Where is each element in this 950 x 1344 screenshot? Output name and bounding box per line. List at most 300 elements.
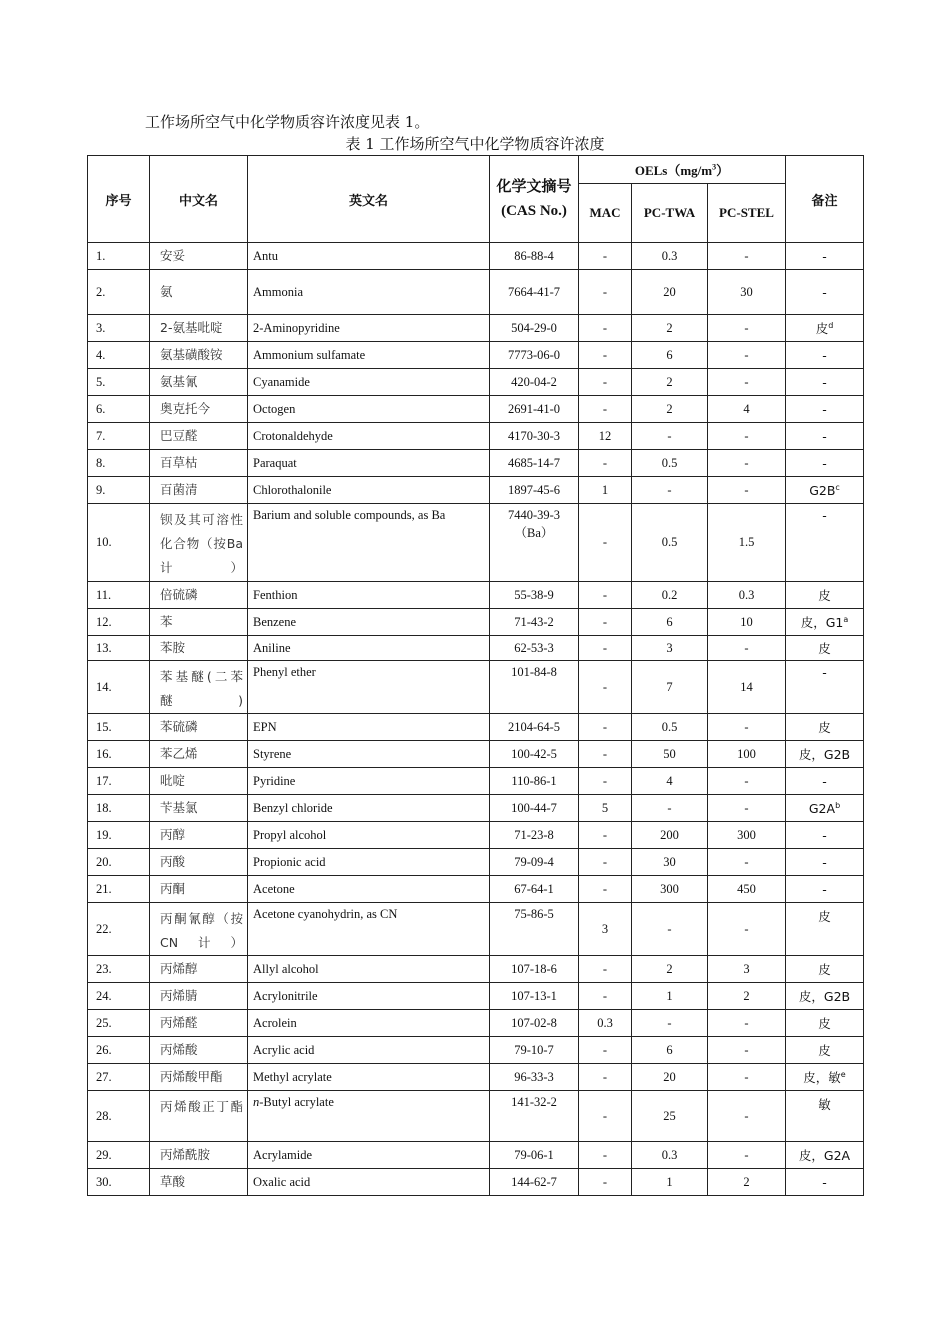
intro-paragraph: 工作场所空气中化学物质容许浓度见表 1。: [145, 113, 430, 131]
row-cas-text: 101-84-8: [511, 665, 557, 679]
row-mac-text: -: [602, 679, 608, 694]
row-stel: [708, 504, 786, 582]
row-en-name: [248, 636, 490, 661]
row-twa-text: -: [667, 921, 672, 936]
row-stel-text: -: [744, 854, 749, 869]
row-cn-name-text: 钡及其可溶性化合物（按Ba计）: [160, 512, 243, 575]
row-twa: [632, 1010, 708, 1037]
table-row: [88, 1091, 864, 1142]
row-cas: [490, 822, 579, 849]
row-twa-text: 7: [666, 679, 673, 694]
header-stel: PC-STEL: [708, 184, 786, 243]
row-twa: [632, 795, 708, 822]
row-twa: [632, 661, 708, 714]
row-seq-text: 29.: [96, 1147, 112, 1162]
row-en-name: [248, 396, 490, 423]
row-en-name-text: EPN: [253, 719, 277, 734]
row-en-name-text: -Butyl acrylate: [259, 1095, 334, 1109]
row-cn-name-text: 奥克托今: [160, 401, 211, 416]
row-cn-name: [150, 768, 248, 795]
row-cn-name: [150, 450, 248, 477]
row-cas-text: 79-06-1: [514, 1147, 554, 1162]
row-stel: [708, 582, 786, 609]
oel-table: [87, 155, 864, 1196]
row-note-text: 皮，G2A: [798, 1148, 851, 1163]
table-body: [88, 243, 864, 1196]
row-cas-text: 79-10-7: [514, 1042, 554, 1057]
row-seq-text: 12.: [96, 614, 112, 629]
table-row: [88, 849, 864, 876]
row-en-name-text: Paraquat: [253, 455, 297, 470]
row-note-text: -: [822, 284, 827, 300]
row-cn-name-text: 吡啶: [160, 773, 186, 788]
row-twa-text: 30: [663, 854, 676, 869]
row-note: [786, 609, 864, 636]
row-mac: [579, 822, 632, 849]
row-seq-text: 21.: [96, 881, 112, 896]
row-cas: [490, 315, 579, 342]
row-cas-text: 67-64-1: [514, 881, 554, 896]
row-cas: [490, 876, 579, 903]
row-seq-text: 9.: [96, 482, 106, 497]
row-cn-name-text: 百菌清: [160, 482, 198, 497]
row-stel-text: -: [744, 640, 749, 655]
row-note-text: -: [822, 508, 827, 523]
row-stel: [708, 369, 786, 396]
row-stel: [708, 983, 786, 1010]
table-row: [88, 768, 864, 795]
row-mac: [579, 609, 632, 636]
row-cas-text: 4685-14-7: [507, 455, 561, 470]
row-twa-text: -: [667, 482, 672, 497]
row-stel: [708, 477, 786, 504]
row-stel: [708, 315, 786, 342]
row-seq-text: 27.: [96, 1069, 112, 1084]
row-seq: [88, 315, 150, 342]
row-note-text: 敏: [818, 1097, 831, 1112]
row-en-name-text: Acrylamide: [253, 1147, 313, 1162]
row-cas-text: 100-44-7: [511, 800, 557, 815]
header-notes: 备注: [786, 156, 864, 243]
row-cn-name-text: 丙烯酸正丁酯: [160, 1099, 243, 1114]
row-en-name-text: 2-Aminopyridine: [253, 320, 340, 335]
row-note-text: 皮: [818, 962, 831, 977]
row-cas: [490, 1064, 579, 1091]
row-note: [786, 876, 864, 903]
row-cn-name-text: 苄基氯: [160, 800, 198, 815]
row-en-name: [248, 661, 490, 714]
row-seq-text: 16.: [96, 746, 112, 761]
row-mac-text: 5: [601, 800, 609, 815]
row-mac: [579, 1169, 632, 1196]
row-seq-text: 22.: [96, 921, 112, 936]
row-stel: [708, 1010, 786, 1037]
row-mac-text: -: [602, 1147, 608, 1162]
row-mac-text: -: [602, 455, 608, 470]
row-seq-text: 28.: [96, 1108, 112, 1123]
row-mac-text: -: [602, 827, 608, 842]
note-footnote-mark: b: [835, 800, 841, 810]
row-cas: [490, 849, 579, 876]
row-cn-name: [150, 477, 248, 504]
row-note: [786, 450, 864, 477]
row-cn-name-text: 苯: [160, 614, 173, 629]
row-cas: [490, 582, 579, 609]
row-en-name-text: Ammonium sulfamate: [253, 347, 366, 362]
row-seq: [88, 849, 150, 876]
table-row: [88, 956, 864, 983]
row-cas: [490, 270, 579, 315]
row-seq: [88, 342, 150, 369]
row-stel-text: -: [744, 719, 749, 734]
row-note-text: -: [822, 401, 827, 417]
row-seq-text: 15.: [96, 719, 112, 734]
row-stel: [708, 1037, 786, 1064]
row-twa-text: 6: [666, 347, 673, 362]
row-mac-text: -: [602, 640, 608, 655]
row-cn-name: [150, 956, 248, 983]
row-cas-text: 79-09-4: [514, 854, 554, 869]
row-stel-text: -: [744, 1147, 749, 1162]
row-twa-text: 2: [666, 401, 673, 416]
row-mac: [579, 504, 632, 582]
row-stel-text: -: [744, 1108, 749, 1123]
row-twa-text: 0.2: [661, 587, 678, 602]
row-note-text: -: [822, 455, 827, 471]
row-seq: [88, 956, 150, 983]
row-en-name: [248, 1010, 490, 1037]
row-mac-text: -: [602, 320, 608, 335]
row-en-name-text: Methyl acrylate: [253, 1069, 332, 1084]
table-row: [88, 243, 864, 270]
row-seq-text: 7.: [96, 428, 106, 443]
row-note-text: 皮: [818, 720, 831, 735]
row-en-name-text: Cyanamide: [253, 374, 310, 389]
row-cas-text: 420-04-2: [511, 374, 557, 389]
row-cas-text: 107-13-1: [511, 988, 557, 1003]
row-cas-text: 2104-64-5: [507, 719, 561, 734]
row-cn-name: [150, 342, 248, 369]
row-stel: [708, 956, 786, 983]
table-row: [88, 795, 864, 822]
row-twa: [632, 243, 708, 270]
row-cas: [490, 903, 579, 956]
row-twa-text: 6: [666, 1042, 673, 1057]
note-footnote-mark: d: [828, 320, 834, 330]
row-mac-text: -: [602, 988, 608, 1003]
row-stel-text: -: [744, 773, 749, 788]
row-cn-name: [150, 661, 248, 714]
row-cn-name: [150, 822, 248, 849]
row-twa: [632, 315, 708, 342]
table-row: [88, 423, 864, 450]
header-cas: 化学文摘号(CAS No.): [490, 156, 579, 243]
row-cas-text: 7664-41-7: [507, 284, 561, 299]
row-note: [786, 477, 864, 504]
row-mac-text: -: [602, 746, 608, 761]
row-cn-name-text: 苯胺: [160, 640, 186, 655]
row-seq: [88, 741, 150, 768]
note-footnote-mark: a: [843, 614, 849, 624]
row-en-name: [248, 795, 490, 822]
row-cn-name-text: 氨基磺酸铵: [160, 347, 223, 362]
row-mac: [579, 876, 632, 903]
row-en-name-text: Benzene: [253, 614, 297, 629]
row-seq-text: 26.: [96, 1042, 112, 1057]
row-cas: [490, 795, 579, 822]
row-twa: [632, 423, 708, 450]
row-mac: [579, 1037, 632, 1064]
row-stel-text: 100: [737, 746, 756, 761]
row-en-name-text: Propionic acid: [253, 854, 326, 869]
row-twa-text: 50: [663, 746, 676, 761]
row-cn-name: [150, 849, 248, 876]
row-mac: [579, 582, 632, 609]
row-mac-text: -: [602, 614, 608, 629]
row-en-name: [248, 1169, 490, 1196]
row-cas: [490, 1037, 579, 1064]
row-cn-name: [150, 609, 248, 636]
row-stel-text: -: [744, 320, 749, 335]
row-cas-text: 55-38-9: [514, 587, 554, 602]
row-stel: [708, 795, 786, 822]
row-en-name: [248, 903, 490, 956]
row-note-text: 皮: [818, 1016, 831, 1031]
row-note: [786, 342, 864, 369]
row-cas-text: 1897-45-6: [507, 482, 561, 497]
row-cn-name: [150, 903, 248, 956]
row-twa-text: 0.3: [661, 1147, 678, 1162]
row-cn-name-text: 苯乙烯: [160, 746, 198, 761]
row-seq-text: 5.: [96, 374, 106, 389]
row-mac: [579, 342, 632, 369]
header-cn-name: 中文名: [150, 156, 248, 243]
row-cas-text: 107-02-8: [511, 1015, 557, 1030]
row-note: [786, 270, 864, 315]
row-cas: [490, 714, 579, 741]
row-stel: [708, 423, 786, 450]
row-mac: [579, 1091, 632, 1142]
row-mac-text: -: [602, 374, 608, 389]
row-cas: [490, 504, 579, 582]
row-cas-text: 71-23-8: [514, 827, 554, 842]
row-seq: [88, 243, 150, 270]
row-en-name: [248, 504, 490, 582]
row-seq-text: 3.: [96, 320, 106, 335]
row-mac: [579, 1064, 632, 1091]
row-en-name: [248, 822, 490, 849]
row-seq: [88, 636, 150, 661]
table-row: [88, 609, 864, 636]
row-seq-text: 11.: [96, 587, 112, 602]
row-stel-text: -: [744, 482, 749, 497]
table-row: [88, 504, 864, 582]
table-row: [88, 450, 864, 477]
row-mac: [579, 396, 632, 423]
row-twa: [632, 1169, 708, 1196]
row-twa-text: 20: [663, 284, 676, 299]
row-cn-name-text: 苯基醚(二苯醚): [160, 669, 243, 708]
row-twa: [632, 822, 708, 849]
row-en-name: [248, 270, 490, 315]
row-stel: [708, 903, 786, 956]
row-seq: [88, 661, 150, 714]
row-stel: [708, 768, 786, 795]
row-note-text: 皮: [818, 588, 831, 603]
row-note-text: G2A: [808, 800, 836, 816]
row-mac-text: -: [602, 347, 608, 362]
row-twa-text: 0.5: [661, 535, 678, 549]
row-twa: [632, 609, 708, 636]
table-row: [88, 315, 864, 342]
row-note: [786, 714, 864, 741]
row-mac-text: -: [602, 1069, 608, 1084]
row-mac-text: -: [602, 401, 608, 416]
row-cas: [490, 741, 579, 768]
row-stel: [708, 1091, 786, 1142]
row-cas-text: 96-33-3: [514, 1069, 554, 1084]
row-note: [786, 768, 864, 795]
row-stel-text: -: [744, 1042, 749, 1057]
row-twa-text: 0.3: [661, 248, 678, 263]
row-en-name: [248, 369, 490, 396]
row-note-text: 皮: [818, 909, 831, 924]
row-stel: [708, 714, 786, 741]
row-seq: [88, 369, 150, 396]
row-cn-name: [150, 636, 248, 661]
row-twa: [632, 956, 708, 983]
row-cas: [490, 243, 579, 270]
row-cas: [490, 369, 579, 396]
row-stel-text: -: [744, 374, 749, 389]
row-cn-name-text: 丙烯酸: [160, 1042, 198, 1057]
table-row: [88, 1010, 864, 1037]
row-cn-name: [150, 369, 248, 396]
row-mac: [579, 768, 632, 795]
row-cn-name: [150, 795, 248, 822]
row-stel: [708, 396, 786, 423]
row-note-text: -: [822, 773, 827, 789]
row-mac-text: -: [602, 773, 608, 788]
table-row: [88, 741, 864, 768]
row-en-name-text: Acetone cyanohydrin, as CN: [253, 907, 398, 921]
row-stel: [708, 876, 786, 903]
row-cn-name-text: 安妥: [160, 248, 186, 263]
table-row: [88, 822, 864, 849]
table-row: [88, 396, 864, 423]
row-en-name-text: Phenyl ether: [253, 665, 316, 679]
row-stel: [708, 609, 786, 636]
row-cn-name-text: 丙酮氰醇（按CN计）: [160, 911, 243, 950]
row-seq-text: 10.: [96, 535, 112, 549]
row-note: [786, 1037, 864, 1064]
row-seq-text: 4.: [96, 347, 106, 362]
row-twa: [632, 396, 708, 423]
row-seq: [88, 768, 150, 795]
row-stel-text: 300: [737, 827, 756, 842]
row-twa: [632, 768, 708, 795]
row-note: [786, 1010, 864, 1037]
row-mac: [579, 741, 632, 768]
row-cn-name: [150, 876, 248, 903]
row-cn-name: [150, 741, 248, 768]
row-stel-text: 450: [737, 881, 756, 896]
row-stel: [708, 741, 786, 768]
row-note: [786, 369, 864, 396]
row-twa-text: 200: [660, 827, 679, 842]
row-seq-text: 14.: [96, 679, 112, 694]
row-seq-text: 18.: [96, 800, 112, 815]
row-en-name: [248, 582, 490, 609]
row-seq-text: 23.: [96, 961, 112, 976]
row-mac-text: -: [602, 284, 608, 299]
row-cas: [490, 477, 579, 504]
row-note: [786, 582, 864, 609]
row-seq: [88, 1169, 150, 1196]
row-en-name: [248, 983, 490, 1010]
row-stel-text: 2: [743, 988, 750, 1003]
row-cas-text: 86-88-4: [514, 248, 554, 263]
row-mac: [579, 795, 632, 822]
row-mac: [579, 369, 632, 396]
row-stel-text: -: [744, 1069, 749, 1084]
row-cn-name-text: 丙烯腈: [160, 988, 198, 1003]
row-cas: [490, 450, 579, 477]
row-note: [786, 504, 864, 582]
row-cn-name: [150, 1037, 248, 1064]
row-seq-text: 25.: [96, 1015, 112, 1030]
row-cn-name: [150, 423, 248, 450]
table-row: [88, 876, 864, 903]
row-seq: [88, 423, 150, 450]
row-stel: [708, 1142, 786, 1169]
row-cas: [490, 1091, 579, 1142]
table-row: [88, 1064, 864, 1091]
row-en-name: [248, 741, 490, 768]
row-note: [786, 741, 864, 768]
row-cas-text: 2691-41-0: [507, 401, 561, 416]
row-mac: [579, 661, 632, 714]
row-seq-text: 19.: [96, 827, 112, 842]
row-cas-text: 4170-30-3: [507, 428, 561, 443]
row-cn-name-text: 苯硫磷: [160, 719, 198, 734]
row-seq: [88, 270, 150, 315]
row-mac-text: -: [602, 587, 608, 602]
row-en-name: [248, 342, 490, 369]
row-twa-text: 25: [663, 1108, 676, 1123]
row-en-name-text: Propyl alcohol: [253, 827, 327, 842]
row-en-name: [248, 243, 490, 270]
row-note-text: -: [822, 1174, 827, 1190]
row-en-name-text: Chlorothalonile: [253, 482, 332, 497]
row-en-name: [248, 1142, 490, 1169]
row-note-text: 皮: [818, 1043, 831, 1058]
row-seq: [88, 477, 150, 504]
row-en-name-text: Ammonia: [253, 284, 303, 299]
row-note: [786, 1169, 864, 1196]
row-stel-text: -: [744, 921, 749, 936]
header-en-name: 英文名: [248, 156, 490, 243]
row-note: [786, 1142, 864, 1169]
row-note-text: 皮: [815, 321, 829, 336]
row-seq: [88, 609, 150, 636]
row-note: [786, 795, 864, 822]
row-stel: [708, 661, 786, 714]
table-row: [88, 270, 864, 315]
row-en-name: [248, 423, 490, 450]
row-note-text: -: [822, 428, 827, 444]
row-mac: [579, 1142, 632, 1169]
